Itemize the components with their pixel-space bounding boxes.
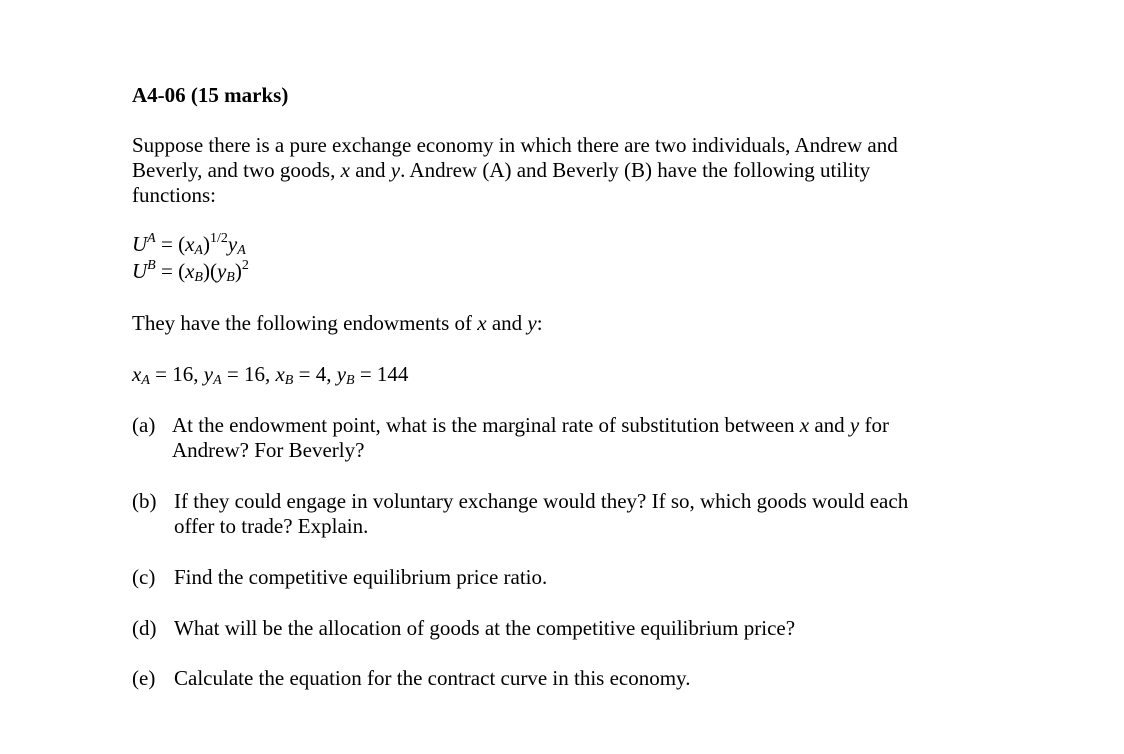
question-b <box>132 489 972 539</box>
utility-function-andrew: $U^A = (x_A)^{1/2}y_A$ <box>132 231 246 258</box>
question-e-label: (e) <box>132 666 156 690</box>
question-a <box>132 413 972 463</box>
endowments-intro: They have the following endowments of x and y: <box>132 311 543 335</box>
question-a-label: (a) <box>132 413 156 437</box>
question-heading: A4-06 (15 marks) <box>132 83 289 107</box>
question-b-line-2: offer to trade? Explain. <box>174 514 369 538</box>
question-a-line-2: Andrew? For Beverly? <box>172 438 365 462</box>
intro-paragraph <box>132 133 962 208</box>
question-e <box>132 666 972 691</box>
intro-line-3: functions: <box>132 183 216 207</box>
question-d-text: What will be the allocation of goods at the competitive equilibrium price? <box>174 616 796 640</box>
question-b-line-1: If they could engage in voluntary exchange would they? If so, which goods would each <box>174 489 909 513</box>
utility-function-beverly: $U^B = (x_B)(y_B)^2$ <box>132 258 249 285</box>
question-e-text: Calculate the equation for the contract curve in this economy. <box>174 666 691 690</box>
question-c <box>132 565 972 590</box>
question-c-label: (c) <box>132 565 156 589</box>
intro-line-2: Beverly, and two goods, x and y. Andrew (A) and Beverly (B) have the following utility <box>132 158 871 182</box>
endowment-values: $x_A = 16$, $y_A = 16$, $x_B = 4$, $y_B = 144$ <box>132 362 409 388</box>
question-c-text: Find the competitive equilibrium price ratio. <box>174 565 548 589</box>
question-d <box>132 616 972 641</box>
question-a-line-1: At the endowment point, what is the marginal rate of substitution between x and y for <box>172 413 889 437</box>
question-d-label: (d) <box>132 616 157 640</box>
intro-line-1: Suppose there is a pure exchange economy in which there are two individuals, Andrew and <box>132 133 898 157</box>
question-b-label: (b) <box>132 489 157 513</box>
